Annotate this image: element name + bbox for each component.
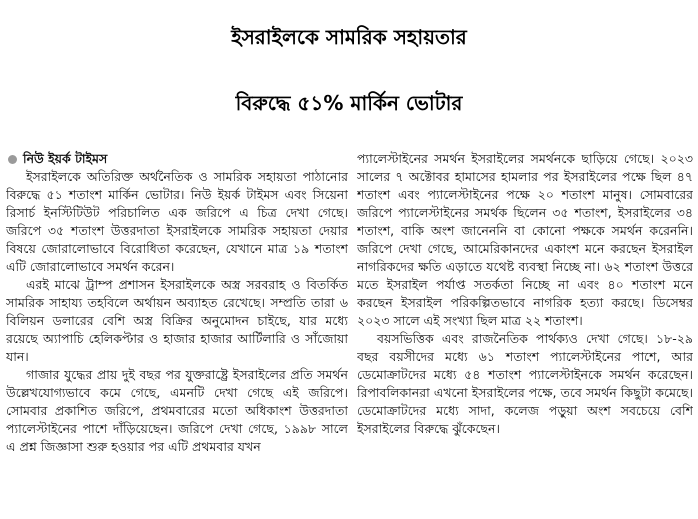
dateline xyxy=(6,150,348,168)
paragraph: গাজার যুদ্ধের প্রায় দুই বছর পর যুক্তরাষ্ট্রে ইসরাইলের প্রতি সমর্থন উল্লেখযোগ্যভাবে কমে গেছে, এমনটি দেখা গেছে এই জরিপে। সোমবার প্রকাশিত জরিপে, প্রথমবারের মতো অধিকাংশ উত্তরদাতা প্যালেস্টাইনের পাশে দাঁড়িয়েছেন। জরিপে দেখা গেছে, ১৯৯৮ সালে এ প্রশ্ন জিজ্ঞাসা শুরু হওয়ার পর এটি প্রথমবার যখন xyxy=(6,367,348,454)
paragraph: বয়সভিত্তিক এবং রাজনৈতিক পার্থক্যও দেখা গেছে। ১৮-২৯ বছর বয়সীদের মধ্যে ৬১ শতাংশ প্যালেস্টাইনের পাশে, আর ডেমোক্রাটদের মধ্যে ৫৪ শতাংশ প্যালেস্টাইনকে সমর্থন করেছেন। রিপাবলিকানরা এখনো ইসরাইলের পক্ষে, তবে সমর্থন কিছুটা কমেছে। ডেমোক্রাটদের মধ্যে সাদা, কলেজ পড়ুয়া অংশ সবচেয়ে বেশি ইসরাইলের বিরুদ্ধে ঝুঁকেছেন। xyxy=(357,331,693,436)
bullet-icon xyxy=(8,155,17,164)
headline xyxy=(0,4,698,136)
paragraph: ইসরাইলকে অতিরিক্ত অর্থনৈতিক ও সামরিক সহায়তা পাঠানোর বিরুদ্ধে ৫১ শতাংশ মার্কিন ভোটার। নিউ ইয়র্ক টাইমস এবং সিয়েনা রিসার্চ ইনস্টিটিউট পরিচালিত এক জরিপে এ চিত্র দেখা গেছে। জরিপে ৩৫ শতাংশ উত্তরদাতা ইসরাইলকে সামরিক সহায়তা দেয়ার বিষয়ে জোরালোভাবে বিরোধিতা করেছেন, যেখানে মাত্র ১৯ শতাংশ এটি জোরালোভাবে সমর্থন করেন। xyxy=(6,169,348,274)
article-body xyxy=(0,150,698,519)
dateline-text: নিউ ইয়র্ক টাইমস xyxy=(23,151,108,166)
article-column-right xyxy=(357,150,693,519)
paragraph: প্যালেস্টাইনের সমর্থন ইসরাইলের সমর্থনকে ছাড়িয়ে গেছে। ২০২৩ সালের ৭ অক্টোবর হামাসের হামলার পর ইসরাইলের পক্ষে ছিল ৪৭ শতাংশ এবং প্যালেস্টাইনের পক্ষে ২০ শতাংশ মানুষ। সোমবারের জরিপে প্যালেস্টাইনের সমর্থক ছিলেন ৩৫ শতাংশ, ইসরাইলের ৩৪ শতাংশ, বাকি অংশ জানেননি বা কোনো পক্ষকে সমর্থন করেননি। জরিপে দেখা গেছে, আমেরিকানদের একাংশ মনে করছেন ইসরাইল নাগরিকদের ক্ষতি এড়াতে যথেষ্ট ব্যবস্থা নিচ্ছে না। ৬২ শতাংশ উত্তরে মতে ইসরাইল পর্যাপ্ত সতর্কতা নিচ্ছে না এবং ৪০ শতাংশ মনে করছেন ইসরাইল পরিকল্পিতভাবে নাগরিক হত্যা করছে। ডিসেম্বর ২০২৩ সালে এই সংখ্যা ছিল মাত্র ২২ শতাংশ। xyxy=(357,151,693,328)
paragraph: এরই মাঝে ট্রাম্প প্রশাসন ইসরাইলকে অস্ত্র সরবরাহ ও বিতর্কিত সামরিক সাহায্য তহবিলে অর্থায়ন অব্যাহত রেখেছে। সম্প্রতি তারা ৬ বিলিয়ন ডলারের বেশি অস্ত্র বিক্রির অনুমোদন চাইছে, যার মধ্যে রয়েছে অ্যাপাচি হেলিকপ্টার ও হাজার হাজার আর্টিলারি ও সাঁজোয়া যান। xyxy=(6,277,348,364)
headline-line-1: ইসরাইলকে সামরিক সহায়তার xyxy=(231,25,467,49)
headline-line-2: বিরুদ্ধে ৫১% মার্কিন ভোটার xyxy=(235,91,463,115)
article-column-left xyxy=(6,150,348,519)
